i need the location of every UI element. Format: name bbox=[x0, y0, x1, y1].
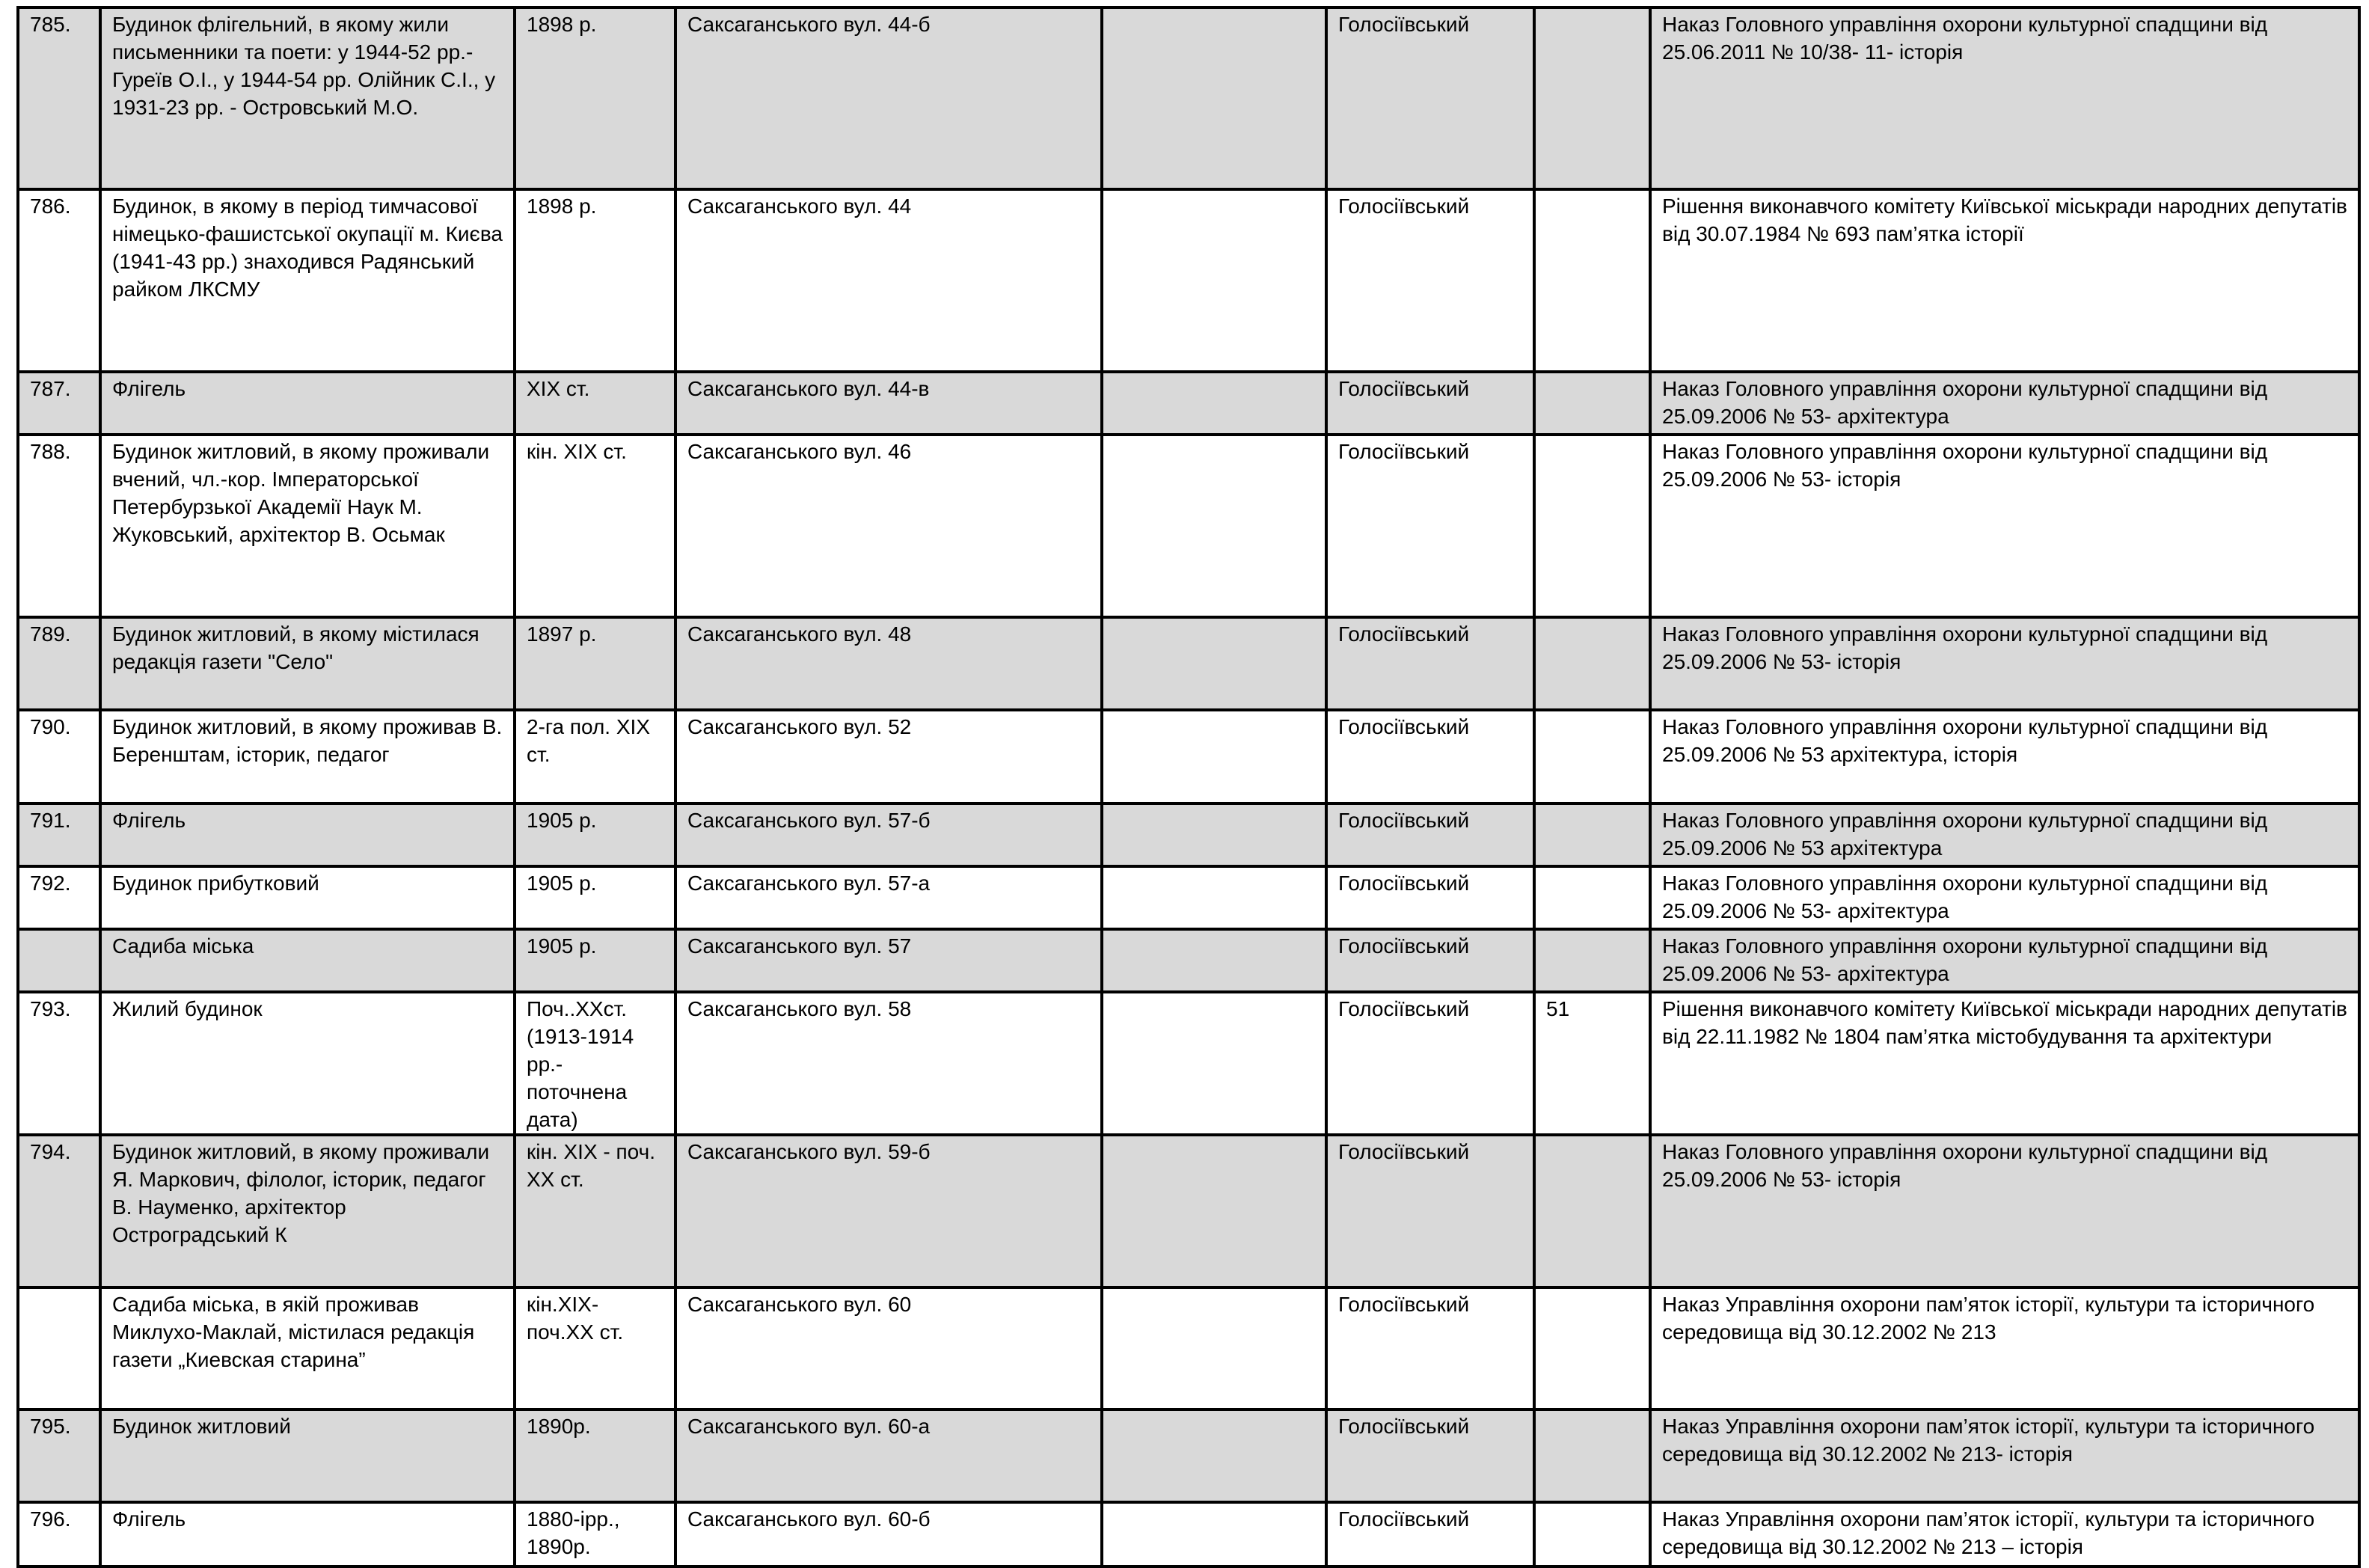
address: Саксаганського вул. 59-б bbox=[675, 1135, 1102, 1287]
row-number: 785. bbox=[18, 7, 100, 189]
extra-cell bbox=[1102, 866, 1326, 929]
object-name: Будинок прибутковий bbox=[100, 866, 515, 929]
object-name: Будинок, в якому в період тимчасової німецько-фашистської окупації м. Києва (1941-43 рр.) знаходився Радянський райком ЛКСМУ bbox=[100, 189, 515, 372]
protection-number bbox=[1534, 372, 1650, 435]
address: Саксаганського вул. 52 bbox=[675, 710, 1102, 803]
table-row bbox=[18, 803, 2359, 866]
legal-document: Рішення виконавчого комітету Київської міськради народних депутатів від 22.11.1982 № 1804 пам’ятка містобудування та архітектури bbox=[1650, 992, 2359, 1135]
monuments-register-table bbox=[16, 6, 2361, 1568]
legal-document: Наказ Головного управління охорони культурної спадщини від 25.09.2006 № 53 архітектура, історія bbox=[1650, 710, 2359, 803]
protection-number bbox=[1534, 803, 1650, 866]
district: Голосіївський bbox=[1326, 1135, 1534, 1287]
table-row bbox=[18, 1135, 2359, 1287]
legal-document: Наказ Головного управління охорони культурної спадщини від 25.09.2006 № 53- історія bbox=[1650, 617, 2359, 710]
row-number: 789. bbox=[18, 617, 100, 710]
dating: Поч..ХХст. (1913-1914 рр.- поточнена дата) bbox=[515, 992, 675, 1135]
protection-number bbox=[1534, 7, 1650, 189]
dating: 1905 р. bbox=[515, 803, 675, 866]
dating: 1897 р. bbox=[515, 617, 675, 710]
extra-cell bbox=[1102, 710, 1326, 803]
table-row bbox=[18, 992, 2359, 1135]
district: Голосіївський bbox=[1326, 710, 1534, 803]
protection-number bbox=[1534, 929, 1650, 992]
legal-document: Наказ Головного управління охорони культурної спадщини від 25.09.2006 № 53- архітектура bbox=[1650, 929, 2359, 992]
address: Саксаганського вул. 44-в bbox=[675, 372, 1102, 435]
dating: 1898 р. bbox=[515, 7, 675, 189]
dating: 1905 р. bbox=[515, 866, 675, 929]
protection-number bbox=[1534, 1135, 1650, 1287]
object-name: Будинок флігельний, в якому жили письменники та поети: у 1944-52 рр.- Гуреїв О.І., у 1944-54 рр. Олійник С.І., у 1931-23 рр. - Островський М.О. bbox=[100, 7, 515, 189]
extra-cell bbox=[1102, 1287, 1326, 1409]
table-row bbox=[18, 710, 2359, 803]
legal-document: Наказ Головного управління охорони культурної спадщини від 25.09.2006 № 53- історія bbox=[1650, 1135, 2359, 1287]
dating: 1890р. bbox=[515, 1409, 675, 1502]
table-row bbox=[18, 866, 2359, 929]
dating: 2-га пол. ХІХ ст. bbox=[515, 710, 675, 803]
object-name: Садиба міська bbox=[100, 929, 515, 992]
row-number bbox=[18, 929, 100, 992]
dating: 1898 р. bbox=[515, 189, 675, 372]
extra-cell bbox=[1102, 189, 1326, 372]
row-number: 786. bbox=[18, 189, 100, 372]
district: Голосіївський bbox=[1326, 7, 1534, 189]
object-name: Флігель bbox=[100, 372, 515, 435]
table-row bbox=[18, 1409, 2359, 1502]
protection-number bbox=[1534, 617, 1650, 710]
row-number: 793. bbox=[18, 992, 100, 1135]
extra-cell bbox=[1102, 1502, 1326, 1567]
address: Саксаганського вул. 58 bbox=[675, 992, 1102, 1135]
row-number bbox=[18, 1287, 100, 1409]
row-number: 790. bbox=[18, 710, 100, 803]
table-row bbox=[18, 617, 2359, 710]
object-name: Будинок житловий bbox=[100, 1409, 515, 1502]
object-name: Жилий будинок bbox=[100, 992, 515, 1135]
address: Саксаганського вул. 44 bbox=[675, 189, 1102, 372]
address: Саксаганського вул. 60 bbox=[675, 1287, 1102, 1409]
object-name: Будинок житловий, в якому містилася редакція газети "Село" bbox=[100, 617, 515, 710]
address: Саксаганського вул. 57 bbox=[675, 929, 1102, 992]
object-name: Будинок житловий, в якому проживав В. Беренштам, історик, педагог bbox=[100, 710, 515, 803]
legal-document: Рішення виконавчого комітету Київської міськради народних депутатів від 30.07.1984 № 693 пам’ятка історії bbox=[1650, 189, 2359, 372]
extra-cell bbox=[1102, 803, 1326, 866]
extra-cell bbox=[1102, 992, 1326, 1135]
extra-cell bbox=[1102, 929, 1326, 992]
protection-number bbox=[1534, 1287, 1650, 1409]
extra-cell bbox=[1102, 1409, 1326, 1502]
legal-document: Наказ Головного управління охорони культурної спадщини від 25.09.2006 № 53- архітектура bbox=[1650, 372, 2359, 435]
table-body bbox=[18, 7, 2359, 1567]
legal-document: Наказ Управління охорони пам’яток історії, культури та історичного середовища від 30.12.2002 № 213 bbox=[1650, 1287, 2359, 1409]
table-row bbox=[18, 372, 2359, 435]
district: Голосіївський bbox=[1326, 372, 1534, 435]
protection-number: 51 bbox=[1534, 992, 1650, 1135]
table-row bbox=[18, 1287, 2359, 1409]
district: Голосіївський bbox=[1326, 992, 1534, 1135]
dating: кін. ХІХ - поч. ХХ ст. bbox=[515, 1135, 675, 1287]
address: Саксаганського вул. 57-а bbox=[675, 866, 1102, 929]
dating: 1880-ірр., 1890р. bbox=[515, 1502, 675, 1567]
protection-number bbox=[1534, 1502, 1650, 1567]
dating: кін.ХІХ-поч.ХХ ст. bbox=[515, 1287, 675, 1409]
district: Голосіївський bbox=[1326, 1502, 1534, 1567]
table-row bbox=[18, 929, 2359, 992]
legal-document: Наказ Управління охорони пам’яток історії, культури та історичного середовища від 30.12.2002 № 213- історія bbox=[1650, 1409, 2359, 1502]
dating: ХІХ ст. bbox=[515, 372, 675, 435]
district: Голосіївський bbox=[1326, 1287, 1534, 1409]
legal-document: Наказ Головного управління охорони культурної спадщини від 25.09.2006 № 53- архітектура bbox=[1650, 866, 2359, 929]
table-row bbox=[18, 435, 2359, 617]
row-number: 791. bbox=[18, 803, 100, 866]
table-row bbox=[18, 189, 2359, 372]
table-row bbox=[18, 7, 2359, 189]
object-name: Садиба міська, в якій проживав Миклухо-Маклай, містилася редакція газети „Киевская старина” bbox=[100, 1287, 515, 1409]
address: Саксаганського вул. 46 bbox=[675, 435, 1102, 617]
extra-cell bbox=[1102, 7, 1326, 189]
protection-number bbox=[1534, 189, 1650, 372]
dating: кін. ХІХ ст. bbox=[515, 435, 675, 617]
address: Саксаганського вул. 60-а bbox=[675, 1409, 1102, 1502]
address: Саксаганського вул. 60-б bbox=[675, 1502, 1102, 1567]
row-number: 792. bbox=[18, 866, 100, 929]
legal-document: Наказ Управління охорони пам’яток історії, культури та історичного середовища від 30.12.2002 № 213 – історія bbox=[1650, 1502, 2359, 1567]
protection-number bbox=[1534, 866, 1650, 929]
district: Голосіївський bbox=[1326, 929, 1534, 992]
district: Голосіївський bbox=[1326, 435, 1534, 617]
address: Саксаганського вул. 57-б bbox=[675, 803, 1102, 866]
legal-document: Наказ Головного управління охорони культурної спадщини від 25.09.2006 № 53 архітектура bbox=[1650, 803, 2359, 866]
protection-number bbox=[1534, 1409, 1650, 1502]
object-name: Флігель bbox=[100, 803, 515, 866]
address: Саксаганського вул. 48 bbox=[675, 617, 1102, 710]
extra-cell bbox=[1102, 1135, 1326, 1287]
protection-number bbox=[1534, 710, 1650, 803]
address: Саксаганського вул. 44-б bbox=[675, 7, 1102, 189]
object-name: Флігель bbox=[100, 1502, 515, 1567]
extra-cell bbox=[1102, 617, 1326, 710]
district: Голосіївський bbox=[1326, 866, 1534, 929]
object-name: Будинок житловий, в якому проживали вчений, чл.-кор. Імператорської Петербурзької Академії Наук М. Жуковський, архітектор В. Осьмак bbox=[100, 435, 515, 617]
row-number: 795. bbox=[18, 1409, 100, 1502]
row-number: 794. bbox=[18, 1135, 100, 1287]
district: Голосіївський bbox=[1326, 1409, 1534, 1502]
district: Голосіївський bbox=[1326, 189, 1534, 372]
row-number: 796. bbox=[18, 1502, 100, 1567]
legal-document: Наказ Головного управління охорони культурної спадщини від 25.09.2006 № 53- історія bbox=[1650, 435, 2359, 617]
extra-cell bbox=[1102, 435, 1326, 617]
dating: 1905 р. bbox=[515, 929, 675, 992]
district: Голосіївський bbox=[1326, 803, 1534, 866]
row-number: 787. bbox=[18, 372, 100, 435]
row-number: 788. bbox=[18, 435, 100, 617]
legal-document: Наказ Головного управління охорони культурної спадщини від 25.06.2011 № 10/38- 11- історія bbox=[1650, 7, 2359, 189]
district: Голосіївський bbox=[1326, 617, 1534, 710]
table-row bbox=[18, 1502, 2359, 1567]
protection-number bbox=[1534, 435, 1650, 617]
object-name: Будинок житловий, в якому проживали Я. Маркович, філолог, історик, педагог В. Науменко, архітектор Остроградський К bbox=[100, 1135, 515, 1287]
extra-cell bbox=[1102, 372, 1326, 435]
